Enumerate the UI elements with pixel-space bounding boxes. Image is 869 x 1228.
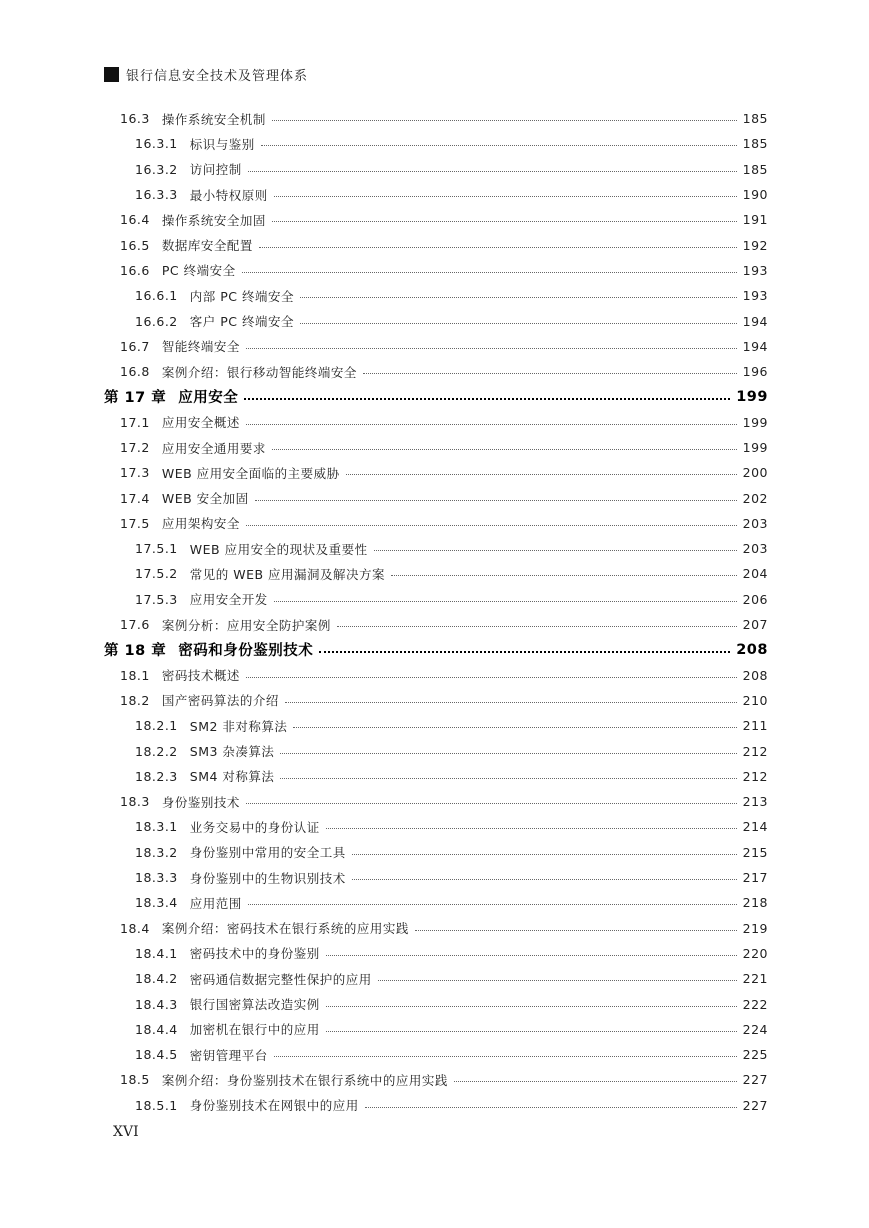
toc-entry-page: 202 — [742, 490, 768, 506]
dot-leader — [272, 120, 737, 121]
toc-entry-page: 212 — [742, 768, 768, 784]
toc-entry-page: 185 — [742, 136, 768, 152]
toc-entry-page: 222 — [742, 996, 768, 1012]
dot-leader — [300, 323, 737, 324]
dot-leader — [326, 1031, 737, 1032]
toc-entry-title: 数据库安全配置 — [161, 238, 253, 254]
toc-entry[interactable] — [104, 182, 768, 207]
toc-entry-page: 199 — [736, 388, 768, 405]
toc-entry-number: 18.2.3 — [135, 768, 178, 784]
toc-entry-number: 18.4 — [120, 920, 150, 936]
toc-entry-number: 第 17 章 — [104, 390, 167, 407]
toc-entry-number: 18.4.4 — [135, 1021, 178, 1037]
toc-entry-number: 18.1 — [120, 667, 150, 683]
toc-entry[interactable] — [104, 283, 768, 308]
toc-entry-page: 185 — [742, 111, 768, 127]
toc-entry[interactable] — [104, 865, 768, 890]
dot-leader — [326, 955, 737, 956]
dot-leader — [248, 171, 737, 172]
toc-entry-page: 217 — [742, 870, 768, 886]
toc-entry[interactable] — [104, 131, 768, 156]
header-square-icon — [104, 67, 119, 82]
toc-entry-number: 18.2.1 — [135, 718, 178, 734]
toc-entry-page: 191 — [742, 212, 768, 228]
toc-entry[interactable] — [104, 941, 768, 966]
toc-entry-number: 16.6.2 — [135, 313, 178, 329]
toc-entry-page: 204 — [742, 566, 768, 582]
toc-entry-number: 17.5.1 — [135, 541, 178, 557]
toc-entry-title: 密码技术概述 — [161, 668, 240, 684]
dot-leader — [280, 778, 736, 779]
toc-entry-number: 16.7 — [120, 338, 150, 354]
toc-entry-number: 18.3.3 — [135, 870, 178, 886]
toc-entry-title: 银行国密算法改造实例 — [189, 997, 320, 1013]
dot-leader — [337, 626, 737, 627]
toc-entry-page: 200 — [742, 465, 768, 481]
toc-entry-title: WEB 安全加固 — [161, 491, 249, 507]
toc-entry-title: 密码通信数据完整性保护的应用 — [189, 971, 372, 987]
toc-entry-number: 第 18 章 — [104, 643, 167, 660]
toc-entry[interactable] — [104, 511, 768, 536]
toc-entry[interactable] — [104, 688, 768, 713]
toc-entry-title: 常见的 WEB 应用漏洞及解决方案 — [189, 566, 386, 582]
dot-leader — [246, 348, 737, 349]
toc-entry[interactable] — [104, 561, 768, 586]
dot-leader — [244, 398, 730, 400]
dot-leader — [346, 474, 737, 475]
toc-entry-title: 应用安全通用要求 — [161, 440, 266, 456]
toc-entry[interactable] — [104, 587, 768, 612]
toc-entry[interactable] — [104, 258, 768, 283]
toc-entry-title: 国产密码算法的介绍 — [161, 693, 279, 709]
toc-entry[interactable] — [104, 308, 768, 333]
toc-entry-page: 208 — [742, 667, 768, 683]
toc-entry-number: 16.3.3 — [135, 187, 178, 203]
toc-entry-title: 密码技术中的身份鉴别 — [189, 946, 320, 962]
toc-entry-number: 17.5.3 — [135, 591, 178, 607]
toc-entry-page: 227 — [742, 1072, 768, 1088]
toc-entry[interactable] — [104, 536, 768, 561]
toc-entry-number: 18.3.1 — [135, 819, 178, 835]
toc-entry[interactable] — [104, 612, 768, 637]
toc-entry-page: 227 — [742, 1097, 768, 1113]
toc-entry-page: 212 — [742, 743, 768, 759]
toc-entry-number: 17.1 — [120, 414, 150, 430]
toc-entry-page: 215 — [742, 844, 768, 860]
toc-entry-page: 213 — [742, 794, 768, 810]
toc-entry-number: 18.3 — [120, 794, 150, 810]
toc-entry-page: 208 — [736, 641, 768, 658]
toc-entry-number: 17.5.2 — [135, 566, 178, 582]
toc-entry-number: 16.3.1 — [135, 136, 178, 152]
toc-entry-title: 应用安全 — [178, 390, 239, 407]
toc-entry-number: 18.4.3 — [135, 996, 178, 1012]
dot-leader — [454, 1081, 737, 1082]
dot-leader — [261, 145, 737, 146]
page-folio: XVI — [113, 1124, 139, 1140]
toc-entry-page: 206 — [742, 591, 768, 607]
toc-entry[interactable] — [104, 359, 768, 384]
toc-entry-number: 17.6 — [120, 617, 150, 633]
toc-entry[interactable] — [104, 991, 768, 1016]
toc-entry-title: PC 终端安全 — [161, 263, 236, 279]
toc-entry[interactable] — [104, 966, 768, 991]
toc-entry-number: 17.2 — [120, 440, 150, 455]
dot-leader — [274, 1056, 737, 1057]
running-header — [104, 64, 308, 84]
dot-leader — [391, 575, 737, 576]
toc-entry-number: 18.3.4 — [135, 895, 178, 911]
dot-leader — [293, 727, 736, 728]
toc-entry-title: 客户 PC 终端安全 — [189, 314, 294, 330]
toc-entry-page: 210 — [742, 692, 768, 708]
dot-leader — [280, 753, 736, 754]
toc-entry[interactable] — [104, 663, 768, 688]
toc-entry-page: 193 — [742, 262, 768, 278]
toc-entry[interactable] — [104, 232, 768, 257]
toc-entry-title: SM3 杂凑算法 — [189, 744, 275, 760]
dot-leader — [274, 196, 737, 197]
toc-entry-page: 207 — [742, 617, 768, 633]
dot-leader — [246, 803, 737, 804]
toc-entry-page: 194 — [742, 313, 768, 329]
toc-entry[interactable] — [104, 1067, 768, 1092]
toc-entry-title: 操作系统安全机制 — [161, 111, 266, 127]
dot-leader — [363, 373, 737, 374]
dot-leader — [274, 601, 737, 602]
toc-entry[interactable] — [104, 460, 768, 485]
toc-entry-number: 18.2.2 — [135, 743, 178, 759]
toc-entry-title: 身份鉴别中的生物识别技术 — [189, 870, 346, 886]
toc-entry-page: 224 — [742, 1021, 768, 1037]
header-title: 银行信息安全技术及管理体系 — [126, 68, 309, 84]
toc-entry-title: 案例介绍：密码技术在银行系统的应用实践 — [161, 921, 409, 937]
dot-leader — [365, 1107, 737, 1108]
toc-entry-title: WEB 应用安全的现状及重要性 — [189, 541, 368, 557]
toc-entry-title: WEB 应用安全面临的主要威胁 — [161, 465, 340, 481]
toc-entry-title: 应用安全概述 — [161, 415, 240, 431]
toc-entry-number: 16.5 — [120, 237, 150, 253]
toc-entry[interactable] — [104, 485, 768, 510]
toc-chapter-entry[interactable] — [104, 637, 768, 662]
dot-leader — [415, 930, 737, 931]
dot-leader — [246, 525, 737, 526]
toc-entry[interactable] — [104, 106, 768, 131]
toc-entry-title: 智能终端安全 — [161, 339, 240, 355]
toc-entry-title: 访问控制 — [189, 162, 242, 178]
toc-entry-page: 196 — [742, 364, 768, 380]
dot-leader — [285, 702, 737, 703]
toc-entry[interactable] — [104, 1042, 768, 1067]
toc-entry[interactable] — [104, 157, 768, 182]
toc-entry-title: 内部 PC 终端安全 — [189, 288, 294, 304]
toc-entry-page: 219 — [742, 920, 768, 936]
toc-entry-title: 标识与鉴别 — [189, 136, 255, 152]
toc-entry-title: 案例分析：应用安全防护案例 — [161, 617, 331, 633]
toc-entry-title: 案例介绍：身份鉴别技术在银行系统中的应用实践 — [161, 1072, 448, 1088]
toc-entry-page: 194 — [742, 338, 768, 354]
toc-entry-title: 密码和身份鉴别技术 — [178, 643, 314, 660]
dot-leader — [272, 449, 737, 450]
toc-entry-page: 192 — [742, 237, 768, 253]
dot-leader — [352, 854, 737, 855]
toc-entry-title: 业务交易中的身份认证 — [189, 819, 320, 835]
dot-leader — [259, 247, 737, 248]
toc-entry[interactable] — [104, 814, 768, 839]
dot-leader — [246, 424, 737, 425]
toc-entry-title: 操作系统安全加固 — [161, 212, 266, 228]
dot-leader — [319, 651, 730, 653]
toc-entry-page: 193 — [742, 288, 768, 304]
toc-entry[interactable] — [104, 789, 768, 814]
toc-entry-number: 17.3 — [120, 465, 150, 481]
toc-entry-number: 16.6 — [120, 262, 150, 278]
toc-entry-page: 214 — [742, 819, 768, 835]
dot-leader — [272, 221, 737, 222]
toc-entry-number: 16.3 — [120, 111, 150, 127]
toc-entry-title: 应用范围 — [189, 895, 242, 911]
toc-entry-title: 应用安全开发 — [189, 592, 268, 608]
toc-entry-number: 18.4.5 — [135, 1047, 178, 1063]
dot-leader — [246, 677, 737, 678]
toc-entry-title: SM2 非对称算法 — [189, 718, 288, 734]
toc-entry-number: 16.4 — [120, 212, 150, 228]
toc-entry-title: 应用架构安全 — [161, 516, 240, 532]
toc-entry-title: 案例介绍：银行移动智能终端安全 — [161, 364, 357, 380]
dot-leader — [248, 904, 737, 905]
toc-entry-page: 203 — [742, 515, 768, 531]
toc-entry-page: 203 — [742, 541, 768, 557]
toc-entry-page: 221 — [742, 971, 768, 987]
toc-entry[interactable] — [104, 713, 768, 738]
toc-entry-number: 18.2 — [120, 692, 150, 708]
toc-entry[interactable] — [104, 738, 768, 763]
toc-entry[interactable] — [104, 334, 768, 359]
dot-leader — [378, 980, 737, 981]
toc-entry-page: 218 — [742, 895, 768, 911]
toc-entry-page: 225 — [742, 1047, 768, 1063]
toc-entry[interactable] — [104, 890, 768, 915]
toc-entry-page: 199 — [742, 414, 768, 430]
dot-leader — [242, 272, 737, 273]
toc-entry-number: 17.4 — [120, 490, 150, 506]
toc-entry-number: 18.4.2 — [135, 971, 178, 987]
toc-entry[interactable] — [104, 916, 768, 941]
toc-entry-title: 身份鉴别技术在网银中的应用 — [189, 1098, 359, 1114]
toc-entry-number: 16.6.1 — [135, 288, 178, 304]
dot-leader — [326, 828, 737, 829]
toc-entry-number: 18.4.1 — [135, 945, 178, 961]
dot-leader — [374, 550, 737, 551]
toc-entry-title: 加密机在银行中的应用 — [189, 1022, 320, 1038]
dot-leader — [255, 500, 737, 501]
toc-entry-page: 211 — [742, 718, 768, 734]
dot-leader — [352, 879, 737, 880]
toc-entry-page: 220 — [742, 945, 768, 961]
toc-entry-number: 18.5 — [120, 1072, 150, 1088]
toc-entry[interactable] — [104, 1093, 768, 1118]
toc-entry-number: 16.8 — [120, 364, 150, 380]
toc-entry-number: 18.3.2 — [135, 844, 178, 860]
toc-entry-page: 199 — [742, 440, 768, 455]
toc-entry[interactable] — [104, 764, 768, 789]
toc-entry-page: 185 — [742, 161, 768, 177]
toc-entry-title: 密钥管理平台 — [189, 1047, 268, 1063]
toc-entry-title: SM4 对称算法 — [189, 769, 275, 785]
dot-leader — [326, 1006, 737, 1007]
table-of-contents — [104, 106, 768, 1118]
toc-entry[interactable] — [104, 435, 768, 460]
toc-entry-title: 身份鉴别中常用的安全工具 — [189, 845, 346, 861]
toc-entry-number: 18.5.1 — [135, 1097, 178, 1113]
toc-entry-number: 16.3.2 — [135, 161, 178, 177]
toc-entry[interactable] — [104, 207, 768, 232]
toc-chapter-entry[interactable] — [104, 384, 768, 409]
toc-entry-title: 身份鉴别技术 — [161, 794, 240, 810]
dot-leader — [300, 297, 737, 298]
toc-entry[interactable] — [104, 1017, 768, 1042]
toc-entry[interactable] — [104, 840, 768, 865]
toc-entry[interactable] — [104, 410, 768, 435]
toc-entry-title: 最小特权原则 — [189, 187, 268, 203]
toc-entry-page: 190 — [742, 187, 768, 203]
toc-entry-number: 17.5 — [120, 515, 150, 531]
